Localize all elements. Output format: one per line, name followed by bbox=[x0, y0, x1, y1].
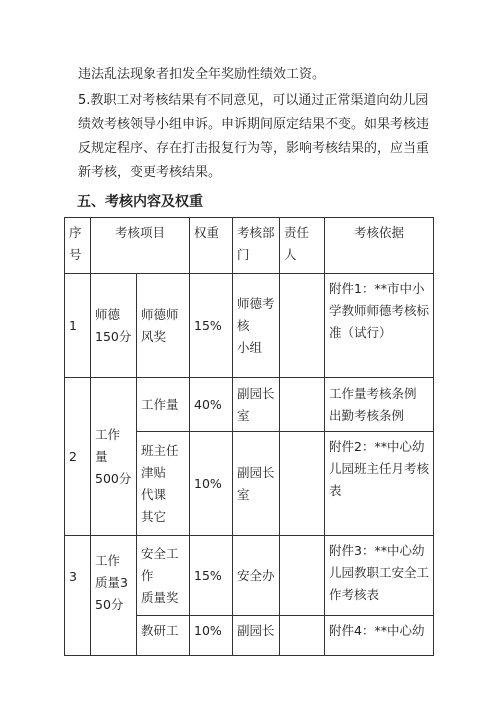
cell-weight: 10% bbox=[190, 616, 233, 656]
cell-owner bbox=[280, 616, 325, 656]
cell-basis: 工作量考核条例 出勤考核条例 bbox=[325, 378, 434, 432]
cell-basis: 附件1：**市中小学教师师德考核标准（试行） bbox=[325, 274, 434, 378]
header-no: 序 号 bbox=[65, 218, 91, 274]
paragraph-continuation: 违法乱法现象者扣发全年奖励性绩效工资。 bbox=[78, 67, 326, 82]
cell-basis: 附件4：**中心幼 bbox=[325, 616, 434, 656]
cell-owner bbox=[280, 378, 325, 432]
cell-dept: 师德考 核 小组 bbox=[233, 274, 280, 378]
cell-category: 工作 质量3 50分 bbox=[91, 536, 137, 656]
header-owner: 责任人 bbox=[280, 218, 325, 274]
cell-subitem: 安全工 作 质量奖 bbox=[137, 536, 190, 616]
cell-subitem: 教研工 bbox=[137, 616, 190, 656]
cell-weight: 15% bbox=[190, 536, 233, 616]
cell-category: 师德 150分 bbox=[91, 274, 137, 378]
cell-dept: 副园长 室 bbox=[233, 432, 280, 536]
header-weight: 权重 bbox=[190, 218, 233, 274]
paragraph-appeal: 5.教职工对考核结果有不同意见，可以通过正常渠道向幼儿园绩效考核领导小组申诉。申诉期间原定结果不变。如果考核违反规定程序、存在打击报复行为等，影响考核结果的，应当重新考核，变更考核结果。 bbox=[78, 93, 430, 180]
cell-subitem: 班主任 津贴 代课 其它 bbox=[137, 432, 190, 536]
cell-weight: 40% bbox=[190, 378, 233, 432]
cell-no: 3 bbox=[65, 536, 91, 656]
table-row bbox=[65, 274, 434, 378]
header-dept: 考核部 门 bbox=[233, 218, 280, 274]
cell-no: 2 bbox=[65, 378, 91, 536]
cell-dept: 副园长 bbox=[233, 616, 280, 656]
table-row bbox=[65, 378, 434, 432]
section-heading: 五、考核内容及权重 bbox=[77, 194, 203, 210]
cell-no: 1 bbox=[65, 274, 91, 378]
cell-basis: 附件3：**中心幼儿园教职工安全工作考核表 bbox=[325, 536, 434, 616]
assessment-table bbox=[64, 217, 434, 656]
cell-weight: 15% bbox=[190, 274, 233, 378]
cell-owner bbox=[280, 274, 325, 378]
cell-owner bbox=[280, 432, 325, 536]
cell-owner bbox=[280, 536, 325, 616]
table-row bbox=[65, 536, 434, 616]
table-header-row bbox=[65, 218, 434, 274]
cell-dept: 副园长 室 bbox=[233, 378, 280, 432]
cell-dept: 安全办 bbox=[233, 536, 280, 616]
cell-category: 工作 量 500分 bbox=[91, 378, 137, 536]
cell-subitem: 工作量 bbox=[137, 378, 190, 432]
cell-weight: 10% bbox=[190, 432, 233, 536]
header-item: 考核项目 bbox=[91, 218, 190, 274]
header-basis: 考核依据 bbox=[325, 218, 434, 274]
cell-subitem: 师德师 风奖 bbox=[137, 274, 190, 378]
cell-basis: 附件2：**中心幼儿园班主任月考核表 bbox=[325, 432, 434, 536]
